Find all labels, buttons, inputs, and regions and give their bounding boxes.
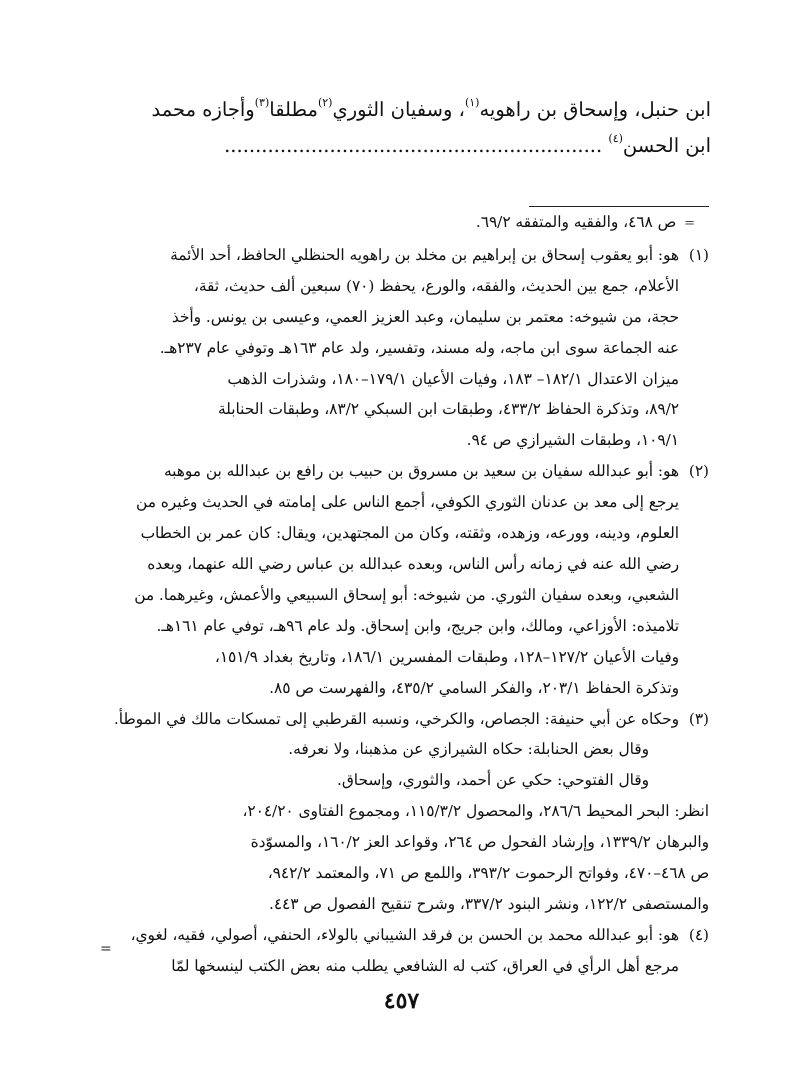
footnote-ref-3[interactable]: (٣) [254, 95, 270, 109]
footnote-3 [95, 704, 709, 797]
footnote-line: الشعبي، وبعده سفيان الثوري. من شيوخه: أبو إسحاق السبيعي والأعمش، وغيرهما. من [134, 585, 679, 604]
continuation-mark-end: = [100, 941, 112, 957]
footnote-ref-4[interactable]: (٤) [608, 131, 623, 145]
footnote-line: مرجع أهل الرأي في العراق، كتب له الشافعي يطلب منه بعض الكتب لينسخها لمّا [171, 956, 679, 975]
text-segment: ابن الحسن [622, 134, 711, 157]
footnote-number: (٢) [688, 462, 709, 481]
text-segment: ، وسفيان الثوري [332, 98, 465, 121]
footnote-line: ٨٩/٢، وتذكرة الحفاظ ٤٣٣/٢، وطبقات ابن السبكي ٨٣/٢، وطبقات الحنابلة [217, 400, 679, 419]
footnote-number: (٤) [688, 925, 709, 944]
text-segment: ابن حنبل، وإسحاق بن راهويه [479, 98, 711, 121]
continuation-text: ص ٤٦٨، والفقيه والمتفقه ٦٩/٢. [475, 213, 677, 231]
main-text-line-1 [95, 92, 711, 128]
footnote-line: هو: أبو عبدالله محمد بن الحسن بن فرقد الشيباني بالولاء، الحنفي، أصولي، فقيه، لغوي، [130, 925, 679, 944]
footnote-ref-1[interactable]: (١) [464, 95, 480, 109]
footnote-line: العلوم، ودينه، وورعه، وزهده، وثقته، وكان من المجتهدين، ويقال: كان عمر بن الخطاب [140, 524, 679, 543]
main-text-block [95, 92, 711, 164]
page-number: ٤٥٧ [383, 988, 420, 1014]
continuation-mark: = [684, 216, 695, 231]
footnote-line: رضي الله عنه في زمانه رأس الناس، وبعده عبدالله بن عباس رضي الله عنهما، وبعده [147, 554, 679, 573]
footnote-line: وفيات الأعيان ١٢٧/٢–١٢٨، وطبقات المفسرين ١٨٦/١، وتاريخ بغداد ١٥١/٩، [214, 647, 679, 666]
footnote-continuation [95, 207, 709, 240]
footnote-line: ١٠٩/١، وطبقات الشيرازي ص ٩٤. [466, 431, 679, 450]
footnotes-section [95, 207, 709, 982]
footnote-line: وحكاه عن أبي حنيفة: الجصاص، والكرخي، ونسبه القرطبي إلى تمسكات مالك في الموطأ. [113, 709, 679, 728]
footnote-quote-line: وقال الفتوحي: حكي عن أحمد، والثوري، وإسحاق. [337, 771, 649, 790]
main-text-line-2 [95, 128, 711, 164]
footnote-line: عنه الجماعة سوى ابن ماجه، وله مسند، وتفسير، ولد عام ١٦٣هـ وتوفي عام ٢٣٧هـ. [159, 338, 679, 357]
footnote-ref-2[interactable]: (٢) [317, 95, 333, 109]
footnote-1 [95, 240, 709, 456]
footnote-line: وتذكرة الحفاظ ٢٠٣/١، والفكر السامي ٤٣٥/٢، والفهرست ص ٨٥. [269, 678, 679, 697]
footnote-3-references [95, 796, 709, 920]
ellipsis-dots: ............................................................. [224, 134, 603, 157]
footnote-body [95, 796, 709, 920]
footnote-line: حجة، من شيوخه: معتمر بن سليمان، وعبد العزيز العمي، وعيسى بن يونس. وأخذ [171, 307, 679, 326]
footnote-line: تلاميذه: الأوزاعي، ومالك، وابن جريج، وابن إسحاق. ولد عام ٩٦هـ، توفي عام ١٦١هـ. [156, 616, 679, 635]
text-segment: مطلقا [269, 98, 318, 121]
footnote-4 [95, 920, 709, 982]
footnote-line: ميزان الاعتدال ١٨٢/١– ١٨٣، وفيات الأعيان ١٧٩/١–١٨٠، وشذرات الذهب [227, 369, 679, 388]
footnote-body [95, 704, 679, 797]
footnote-line: هو: أبو يعقوب إسحاق بن إبراهيم بن مخلد بن راهويه الحنظلي الحافظ، أحد الأئمة [170, 245, 679, 264]
footnote-number: (٣) [688, 709, 709, 728]
footnote-body [95, 920, 679, 982]
text-segment: وأجازه محمد [151, 98, 255, 121]
footnote-line: انظر: البحر المحيط ٢٨٦/٦، والمحصول ١١٥/٣/٢، ومجموع الفتاوى ٢٠٤/٢٠، [242, 802, 709, 821]
footnote-body [95, 240, 679, 456]
footnote-line: والبرهان ١٣٣٩/٢، وإرشاد الفحول ص ٢٦٤، وقواعد العز ١٦٠/٢، والمسوّدة [250, 833, 709, 852]
footnote-line: الأعلام، جمع بين الحديث، والفقه، والورع، يحفظ (٧٠) سبعين ألف حديث، ثقة، [193, 276, 679, 295]
footnote-number: (١) [688, 245, 709, 264]
footnote-line: والمستصفى ١٢٢/٢، ونشر البنود ٣٣٧/٢، وشرح تنقيح الفصول ص ٤٤٣. [268, 894, 709, 913]
footnote-line: ص ٤٦٨–٤٧٠، وفواتح الرحموت ٣٩٣/٢، واللمع ص ٧١، والمعتمد ٩٤٢/٢، [267, 864, 709, 883]
footnote-body [95, 456, 679, 703]
footnote-quote-line: وقال بعض الحنابلة: حكاه الشيرازي عن مذهبنا، ولا نعرفه. [288, 740, 649, 759]
footnote-line: هو: أبو عبدالله سفيان بن سعيد بن مسروق بن حبيب بن رافع بن عبدالله بن موهبه [163, 462, 679, 481]
footnote-line: يرجع إلى معد بن عدنان الثوري الكوفي، أجمع الناس على إمامته في الحديث وغيره من [136, 493, 679, 512]
footnote-2 [95, 456, 709, 703]
